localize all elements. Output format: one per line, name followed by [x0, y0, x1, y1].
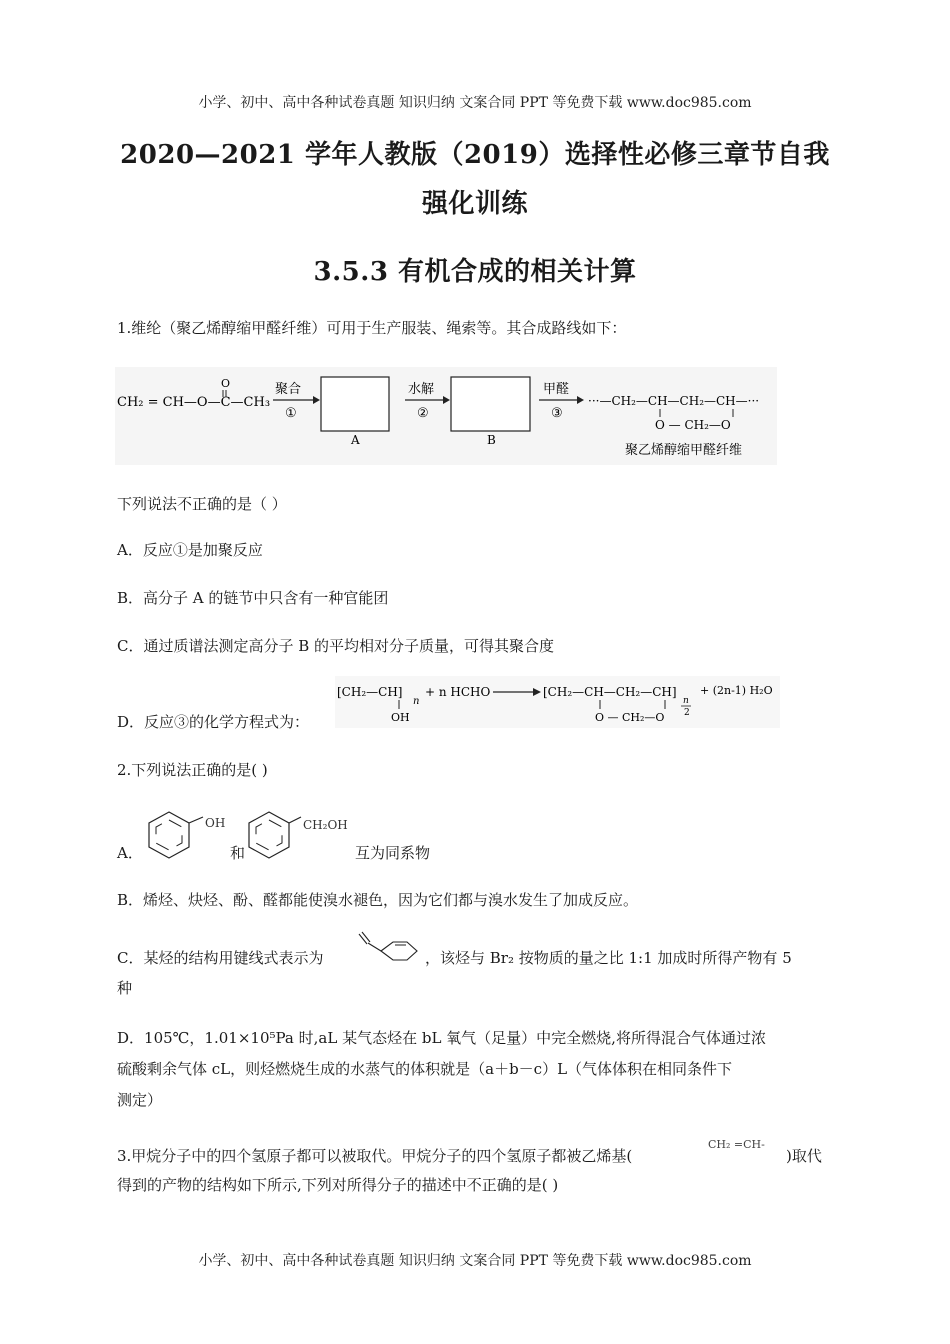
q1-option-b: B．高分子 A 的链节中只含有一种官能团 [117, 589, 389, 607]
benzyl-alcohol-structure [243, 808, 353, 864]
q2-option-c-line2: 种 [117, 979, 133, 997]
vinylcyclohexene-structure [355, 930, 425, 972]
q2-option-a-label: A． [117, 844, 143, 862]
benzyl-oh-label: CH₂OH [303, 818, 348, 832]
q1-synthesis-scheme [115, 367, 777, 465]
equation-lhs: [CH₂—CH] [337, 685, 403, 699]
doc-title-line2: 强化训练 [421, 189, 528, 219]
footer-banner: 小学、初中、高中各种试卷真题 知识归纳 文案合同 PPT 等免费下载 www.doc985.com [198, 1253, 752, 1269]
q3-vinyl-formula: CH₂ =CH- [708, 1138, 765, 1151]
q1-stem: 1.维纶（聚乙烯醇缩甲醛纤维）可用于生产服装、绳索等。其合成路线如下： [117, 319, 627, 337]
phenol-structure [143, 808, 233, 864]
equation-rhs-ring: O — CH₂—O [595, 711, 665, 724]
product-ring: O — CH₂—O [655, 418, 731, 432]
carbonyl-oxygen: O [221, 377, 231, 390]
q2-option-c-head: C．某烃的结构用键线式表示为 [117, 949, 324, 967]
equation-lhs-n: n [413, 696, 420, 707]
q2-option-d-line2: 硫酸剩余气体 cL，则烃燃烧生成的水蒸气的体积就是（a＋b－c）L（气体体积在相同条件下 [117, 1060, 733, 1078]
section-title: 3.5.3 有机合成的相关计算 [313, 257, 637, 287]
q1-option-a: A．反应①是加聚反应 [117, 541, 263, 559]
doc-title-line1: 2020—2021 学年人教版（2019）选择性必修三章节自我 [120, 140, 830, 170]
arrow1-label: 聚合 [275, 382, 302, 397]
q1-prompt: 下列说法不正确的是（ ） [117, 495, 287, 513]
q3-stem-head: 3.甲烷分子中的四个氢原子都可以被取代。甲烷分子的四个氢原子都被乙烯基( [117, 1147, 633, 1165]
q2-option-d-line1: D．105℃，1.01×10⁵Pa 时,aL 某气态烃在 bL 氧气（足量）中完全燃烧,将所得混合气体通过浓 [117, 1029, 766, 1047]
arrow3-label: 甲醛 [543, 382, 570, 397]
q3-line2: 得到的产物的结构如下所示,下列对所得分子的描述中不正确的是( ) [117, 1176, 559, 1194]
equation-rhs: [CH₂—CH—CH₂—CH] [543, 685, 677, 699]
box-a [321, 377, 389, 431]
header-banner: 小学、初中、高中各种试卷真题 知识归纳 文案合同 PPT 等免费下载 www.doc985.com [198, 95, 752, 111]
equation-lhs-oh: OH [391, 711, 410, 724]
q2-option-b: B．烯烃、炔烃、酚、醛都能使溴水褪色，因为它们都与溴水发生了加成反应。 [117, 891, 639, 909]
equation-water: + (2n-1) H₂O [700, 684, 773, 697]
product-chain: ···—CH₂—CH—CH₂—CH—··· [588, 394, 760, 408]
arrow2-step: ② [417, 406, 429, 421]
q1-option-c: C．通过质谱法测定高分子 B 的平均相对分子质量，可得其聚合度 [117, 637, 555, 655]
q1-option-d-label: D．反应③的化学方程式为： [117, 713, 310, 731]
phenol-oh-label: OH [205, 816, 226, 830]
arrow2-label: 水解 [408, 382, 435, 397]
box-b-label: B [487, 433, 496, 447]
q3-stem-tail: )取代 [786, 1147, 822, 1165]
q2-stem: 2.下列说法正确的是( ) [117, 761, 268, 779]
arrow1-step: ① [285, 406, 297, 421]
q2-option-d-line3: 测定） [117, 1091, 163, 1109]
equation-rhs-n: n [683, 696, 689, 706]
box-a-label: A [351, 433, 360, 447]
equation-plus-hcho: + n HCHO [425, 685, 491, 699]
arrow3-step: ③ [551, 406, 563, 421]
product-name: 聚乙烯醇缩甲醛纤维 [625, 443, 743, 458]
q2-option-a-tail: 互为同系物 [355, 844, 431, 862]
equation-rhs-2: 2 [684, 708, 690, 718]
monomer-formula: CH₂ = CH—O—C—CH₃ [117, 395, 271, 410]
q2-and: 和 [230, 844, 246, 862]
q2-option-c-tail: ，该烃与 Br₂ 按物质的量之比 1:1 加成时所得产物有 5 [425, 949, 792, 967]
box-b [451, 377, 530, 431]
